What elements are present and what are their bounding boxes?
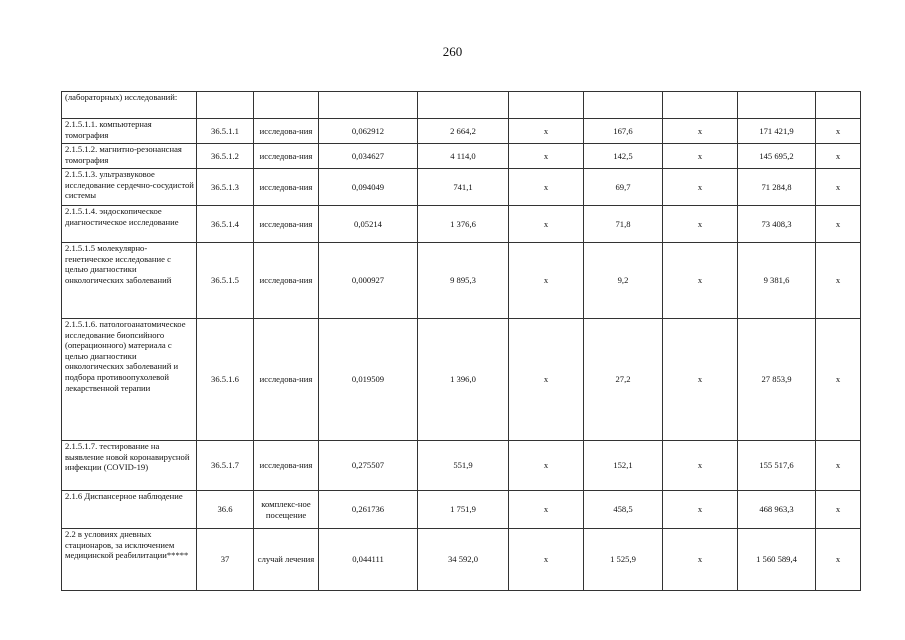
table-row <box>62 243 861 319</box>
value-cell: х <box>509 491 584 529</box>
table-row <box>62 119 861 144</box>
value-cell: х <box>816 206 861 243</box>
row-name-cell: 2.1.6 Диспансерное наблюдение <box>62 491 197 529</box>
value-cell: х <box>663 119 738 144</box>
value-cell: 0,275507 <box>319 441 418 491</box>
code-cell: 36.5.1.6 <box>197 319 254 441</box>
value-cell: 9 381,6 <box>738 243 816 319</box>
unit-cell: исследова-ния <box>254 119 319 144</box>
data-table <box>61 91 861 591</box>
value-cell: 1 525,9 <box>584 529 663 591</box>
value-cell: х <box>663 529 738 591</box>
table-row <box>62 206 861 243</box>
value-cell: х <box>663 441 738 491</box>
value-cell: 1 396,0 <box>418 319 509 441</box>
unit-cell: исследова-ния <box>254 206 319 243</box>
table-row <box>62 144 861 169</box>
value-cell: 0,062912 <box>319 119 418 144</box>
code-cell: 36.5.1.3 <box>197 169 254 206</box>
value-cell: 155 517,6 <box>738 441 816 491</box>
value-cell: 741,1 <box>418 169 509 206</box>
value-cell: х <box>663 169 738 206</box>
unit-cell: комплекс-ное посещение <box>254 491 319 529</box>
row-name-cell: 2.1.5.1.7. тестирование на выявление новой коронавирусной инфекции (COVID-19) <box>62 441 197 491</box>
value-cell: 0,044111 <box>319 529 418 591</box>
value-cell: х <box>509 319 584 441</box>
value-cell <box>418 92 509 119</box>
value-cell: х <box>509 529 584 591</box>
value-cell: 171 421,9 <box>738 119 816 144</box>
value-cell: х <box>509 119 584 144</box>
table-row <box>62 169 861 206</box>
code-cell: 36.5.1.5 <box>197 243 254 319</box>
value-cell: 2 664,2 <box>418 119 509 144</box>
value-cell: х <box>816 441 861 491</box>
row-name-cell: 2.1.5.1.5 молекулярно-генетическое исследование с целью диагностики онкологических заболеваний <box>62 243 197 319</box>
unit-cell: исследова-ния <box>254 243 319 319</box>
value-cell: 551,9 <box>418 441 509 491</box>
value-cell: х <box>663 243 738 319</box>
value-cell: х <box>509 169 584 206</box>
value-cell: 0,000927 <box>319 243 418 319</box>
value-cell: 27,2 <box>584 319 663 441</box>
unit-cell <box>254 92 319 119</box>
table-row <box>62 92 861 119</box>
value-cell: 0,05214 <box>319 206 418 243</box>
value-cell: 152,1 <box>584 441 663 491</box>
unit-cell: исследова-ния <box>254 441 319 491</box>
value-cell: 34 592,0 <box>418 529 509 591</box>
unit-cell: исследова-ния <box>254 319 319 441</box>
value-cell: х <box>816 169 861 206</box>
value-cell: 0,034627 <box>319 144 418 169</box>
value-cell: х <box>816 319 861 441</box>
row-name-cell: 2.1.5.1.3. ультразвуковое исследование сердечно-сосудистой системы <box>62 169 197 206</box>
value-cell: х <box>509 441 584 491</box>
row-name-cell: 2.2 в условиях дневных стационаров, за исключением медицинской реабилитации***** <box>62 529 197 591</box>
value-cell: х <box>663 491 738 529</box>
value-cell: 145 695,2 <box>738 144 816 169</box>
code-cell: 36.6 <box>197 491 254 529</box>
value-cell <box>509 92 584 119</box>
value-cell: 142,5 <box>584 144 663 169</box>
table-row <box>62 529 861 591</box>
value-cell: х <box>816 529 861 591</box>
row-name-cell: 2.1.5.1.6. патологоанатомическое исследование биопсийного (операционного) материала с целью диагностики онкологических заболеваний и подбора противоопухолевой лекарственной терапии <box>62 319 197 441</box>
value-cell: 0,019509 <box>319 319 418 441</box>
row-name-cell: (лабораторных) исследований: <box>62 92 197 119</box>
value-cell: 167,6 <box>584 119 663 144</box>
value-cell: х <box>509 243 584 319</box>
value-cell: х <box>816 491 861 529</box>
value-cell: х <box>663 206 738 243</box>
row-name-cell: 2.1.5.1.4. эндоскопическое диагностическое исследование <box>62 206 197 243</box>
value-cell: х <box>663 319 738 441</box>
value-cell: 71 284,8 <box>738 169 816 206</box>
value-cell: 73 408,3 <box>738 206 816 243</box>
value-cell: 69,7 <box>584 169 663 206</box>
value-cell: х <box>509 206 584 243</box>
value-cell <box>584 92 663 119</box>
code-cell: 37 <box>197 529 254 591</box>
value-cell: х <box>663 144 738 169</box>
code-cell: 36.5.1.4 <box>197 206 254 243</box>
code-cell: 36.5.1.2 <box>197 144 254 169</box>
page-number: 260 <box>442 44 463 59</box>
value-cell: 27 853,9 <box>738 319 816 441</box>
value-cell: х <box>816 243 861 319</box>
table-row <box>62 319 861 441</box>
row-name-cell: 2.1.5.1.2. магнитно-резонансная томография <box>62 144 197 169</box>
value-cell: 1 560 589,4 <box>738 529 816 591</box>
value-cell: 458,5 <box>584 491 663 529</box>
value-cell <box>319 92 418 119</box>
value-cell: х <box>509 144 584 169</box>
unit-cell: исследова-ния <box>254 169 319 206</box>
value-cell <box>663 92 738 119</box>
value-cell <box>738 92 816 119</box>
value-cell: 468 963,3 <box>738 491 816 529</box>
value-cell: 1 376,6 <box>418 206 509 243</box>
value-cell: 0,094049 <box>319 169 418 206</box>
table-row <box>62 441 861 491</box>
unit-cell: исследова-ния <box>254 144 319 169</box>
code-cell: 36.5.1.1 <box>197 119 254 144</box>
code-cell <box>197 92 254 119</box>
value-cell <box>816 92 861 119</box>
table-row <box>62 491 861 529</box>
row-name-cell: 2.1.5.1.1. компьютерная томография <box>62 119 197 144</box>
value-cell: 0,261736 <box>319 491 418 529</box>
value-cell: 4 114,0 <box>418 144 509 169</box>
code-cell: 36.5.1.7 <box>197 441 254 491</box>
value-cell: х <box>816 144 861 169</box>
value-cell: 9 895,3 <box>418 243 509 319</box>
value-cell: 9,2 <box>584 243 663 319</box>
value-cell: 1 751,9 <box>418 491 509 529</box>
value-cell: 71,8 <box>584 206 663 243</box>
unit-cell: случай лечения <box>254 529 319 591</box>
value-cell: х <box>816 119 861 144</box>
